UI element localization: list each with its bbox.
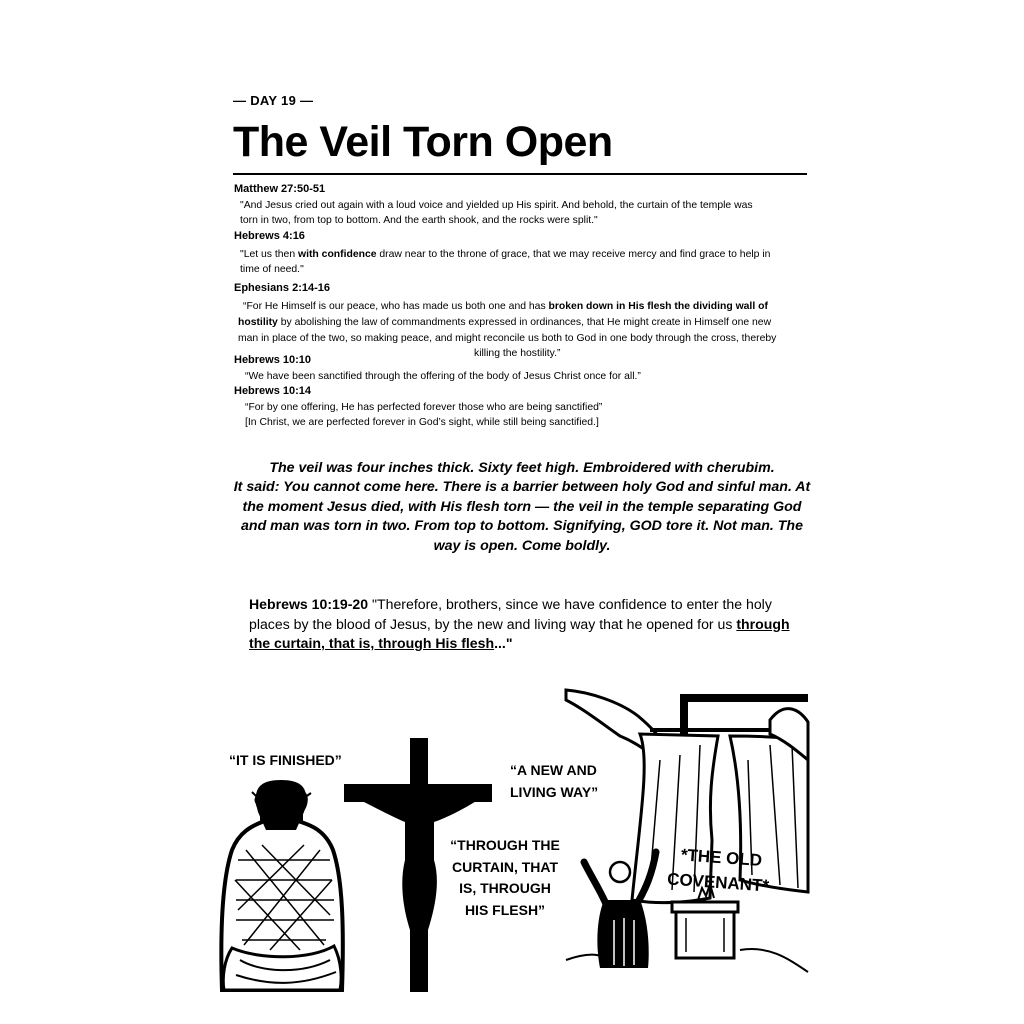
emphasis-text: with confidence <box>298 249 377 260</box>
reflection-line: The veil was four inches thick. Sixty feet high. Embroidered with cherubim. <box>269 460 775 476</box>
hebrews-10-19-quote: Hebrews 10:19-20 "Therefore, brothers, since we have confidence to enter the holy places by the blood of Jesus, by the new and living way that he opened for us through the curtain, that is, through His flesh..." <box>249 596 790 651</box>
reflection-line: and man was torn in two. From top to bottom. Signifying, GOD tore it. Not man. The <box>241 518 803 535</box>
underlined-text: the curtain, that is, through His flesh <box>249 635 495 651</box>
verse-text-line: time of need." <box>240 264 304 275</box>
verse-text-line: [In Christ, we are perfected forever in God’s sight, while still being sanctified.] <box>245 417 599 428</box>
verse-ref-hebrews-10-14: Hebrews 10:14 <box>234 385 312 397</box>
verse-text-line: killing the hostility.” <box>474 348 561 359</box>
reflection-line: way is open. Come boldly. <box>433 537 611 554</box>
verse-text-line: “We have been sanctified through the offering of the body of Jesus Christ once for all.” <box>245 371 641 382</box>
caption-it-is-finished: “IT IS FINISHED” <box>229 752 342 768</box>
reflection-line: It said: You cannot come here. There is a barrier between holy God and sinful man. At <box>233 479 811 496</box>
verse-text-line: torn in two, from top to bottom. And the earth shook, and the rocks were split." <box>240 215 598 226</box>
verse-text-line: “For by one offering, He has perfected forever those who are being sanctified” <box>245 402 603 413</box>
reflection-line: the moment Jesus died, with His flesh torn — the veil in the temple separating God <box>242 498 802 515</box>
underlined-text: through <box>736 615 790 632</box>
caption-through-curtain: “THROUGH THE CURTAIN, THAT IS, THROUGH HIS FLESH” <box>450 837 560 918</box>
verse-text-line: "Let us then with confidence draw near to the throne of grace, that we may receive mercy and find grace to help in <box>240 249 771 260</box>
quote-reference: Hebrews 10:19-20 <box>249 596 369 612</box>
verse-ref-hebrews-10-10: Hebrews 10:10 <box>234 354 312 366</box>
page-title: The Veil Torn Open <box>233 118 613 166</box>
verse-ref-hebrews-4: Hebrews 4:16 <box>234 230 305 242</box>
emphasis-text: broken down in His flesh the dividing wall of <box>548 301 768 312</box>
verse-text-line: “For He Himself is our peace, who has made us both one and has broken down in His flesh the dividing wall of <box>243 301 768 312</box>
day-label: — DAY 19 — <box>233 93 314 108</box>
caption-new-living-way: “A NEW AND LIVING WAY” <box>510 762 599 800</box>
verse-ref-ephesians: Ephesians 2:14-16 <box>234 282 330 294</box>
emphasis-text: hostility <box>238 317 278 328</box>
verse-text-line: man in place of the two, so making peace, and might reconcile us both to God in one body through the cross, thereby <box>238 333 777 344</box>
veil-label: *THE OLD COVENANT* <box>666 845 770 896</box>
verse-text-line: hostility by abolishing the law of commandments expressed in ordinances, that He might create in Himself one new <box>238 317 772 328</box>
verse-ref-matthew: Matthew 27:50-51 <box>234 183 326 195</box>
jesus-back-figure <box>221 780 343 990</box>
verse-text-line: "And Jesus cried out again with a loud voice and yielded up His spirit. And behold, the curtain of the temple was <box>240 200 753 211</box>
